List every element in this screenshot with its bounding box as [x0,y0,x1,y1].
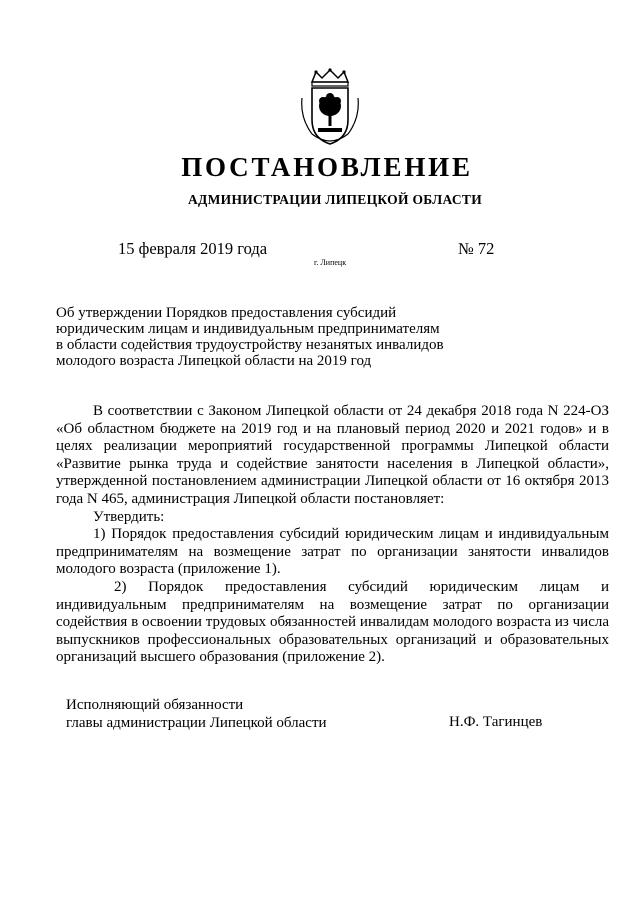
signatory-position-line: Исполняющий обязанности [66,697,244,713]
subject-line: в области содействия трудоустройству незанятых инвалидов [56,337,444,353]
signatory-name: Н.Ф. Тагинцев [449,714,543,730]
preamble-paragraph: В соответствии с Законом Липецкой области от 24 декабря 2018 года N 224-ОЗ «Об областном бюджете на 2019 год и на плановый период 2020 и 2021 годов» и в целях реализации мероприятий государственной программы Липецкой области «Развитие рынка труда и содействие занятости населения в Липецкой области», утвержденной постановлением администрации Липецкой области от 16 октября 2013 года N 465, администрация Липецкой области постановляет: [56,403,609,507]
approve-line: Утвердить: [93,508,165,525]
issuing-authority: АДМИНИСТРАЦИИ ЛИПЕЦКОЙ ОБЛАСТИ [187,192,483,207]
document-body [56,403,609,667]
item-2-paragraph: 2) Порядок предоставления субсидий юридическим лицам и индивидуальным предпринимателям на возмещение затрат по организации содействия в освоении трудовых обязанностей инвалидам молодого возраста из числа выпускников профессиональных образовательных организаций и образовательных организаций высшего образования (приложение 2). [56,578,609,666]
document-subject [56,305,476,369]
document-title: ПОСТАНОВЛЕНИЕ [181,152,473,182]
subject-line: молодого возраста Липецкой области на 2019 год [56,353,372,369]
signatory-position [66,697,327,732]
subject-line: юридическим лицам и индивидуальным предпринимателям [56,321,440,337]
document-city: г. Липецк [314,258,347,267]
subject-line: Об утверждении Порядков предоставления субсидий [56,305,397,321]
signatory-position-line: главы администрации Липецкой области [66,714,327,731]
document-number: № 72 [458,239,495,258]
item-1-paragraph: 1) Порядок предоставления субсидий юридическим лицам и индивидуальным предпринимателям на возмещение затрат по организации занятости инвалидов молодого возраста (приложение 1). [56,526,609,578]
coat-of-arms-icon [298,68,362,148]
document-date: 15 февраля 2019 года [118,239,268,258]
